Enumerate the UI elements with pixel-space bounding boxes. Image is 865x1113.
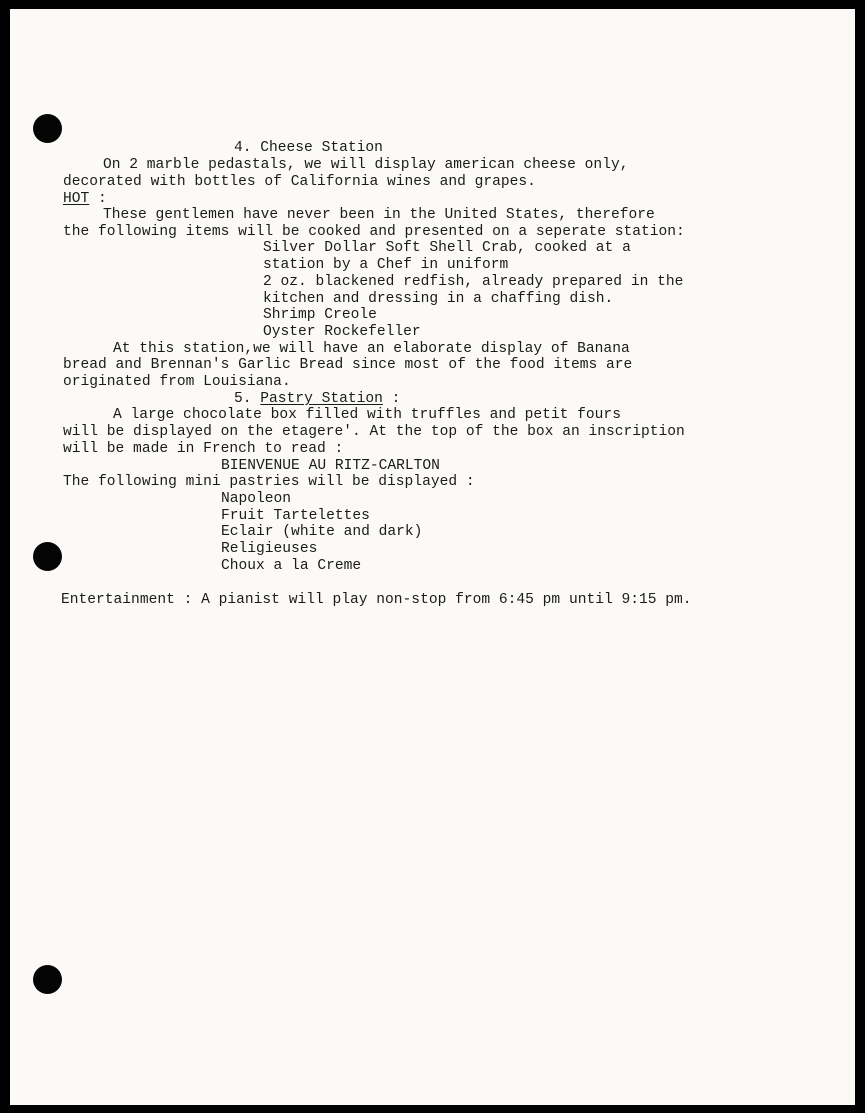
pastry-line-1: A large chocolate box filled with truffles and petit fours <box>113 407 621 423</box>
pastry-intro: The following mini pastries will be displayed : <box>63 474 475 490</box>
punch-hole-bottom <box>33 965 62 994</box>
pastry-item-4: Religieuses <box>221 541 318 557</box>
pastry-inscription: BIENVENUE AU RITZ-CARLTON <box>221 458 440 474</box>
hot-item-6: Oyster Rockefeller <box>263 324 421 340</box>
hot-label-suffix: : <box>89 191 107 207</box>
hot-item-5: Shrimp Creole <box>263 307 377 323</box>
punch-hole-top <box>33 114 62 143</box>
pastry-item-2: Fruit Tartelettes <box>221 508 370 524</box>
pastry-item-3: Eclair (white and dark) <box>221 524 423 540</box>
pastry-heading-suffix: : <box>382 391 401 407</box>
hot-intro-2: the following items will be cooked and presented on a seperate station: <box>63 224 685 240</box>
cheese-line-2: decorated with bottles of California wines and grapes. <box>63 174 536 190</box>
entertainment-line: Entertainment : A pianist will play non-stop from 6:45 pm until 9:15 pm. <box>61 592 692 608</box>
pastry-item-1: Napoleon <box>221 491 292 507</box>
pastry-station-heading <box>234 391 400 408</box>
pastry-number: 5. <box>234 391 261 407</box>
hot-item-4: kitchen and dressing in a chaffing dish. <box>263 291 614 307</box>
pastry-line-3: will be made in French to read : <box>63 441 344 457</box>
hot-item-3: 2 oz. blackened redfish, already prepared in the <box>263 274 684 290</box>
hot-label: HOT <box>63 191 90 207</box>
hot-item-2: station by a Chef in uniform <box>263 257 509 273</box>
cheese-station-heading: 4. Cheese Station <box>234 140 383 156</box>
pastry-line-2: will be displayed on the etagere'. At the top of the box an inscription <box>63 424 685 440</box>
hot-paragraph-1: At this station,we will have an elaborate display of Banana <box>113 341 630 357</box>
hot-intro-1: These gentlemen have never been in the United States, therefore <box>103 207 655 223</box>
hot-paragraph-2: bread and Brennan's Garlic Bread since most of the food items are <box>63 357 633 373</box>
punch-hole-middle <box>33 542 62 571</box>
pastry-heading-label: Pastry Station <box>260 391 383 407</box>
hot-item-1: Silver Dollar Soft Shell Crab, cooked at a <box>263 240 631 256</box>
hot-heading <box>63 191 107 208</box>
hot-paragraph-3: originated from Louisiana. <box>63 374 291 390</box>
pastry-item-5: Choux a la Creme <box>221 558 362 574</box>
cheese-line-1: On 2 marble pedastals, we will display american cheese only, <box>103 157 629 173</box>
